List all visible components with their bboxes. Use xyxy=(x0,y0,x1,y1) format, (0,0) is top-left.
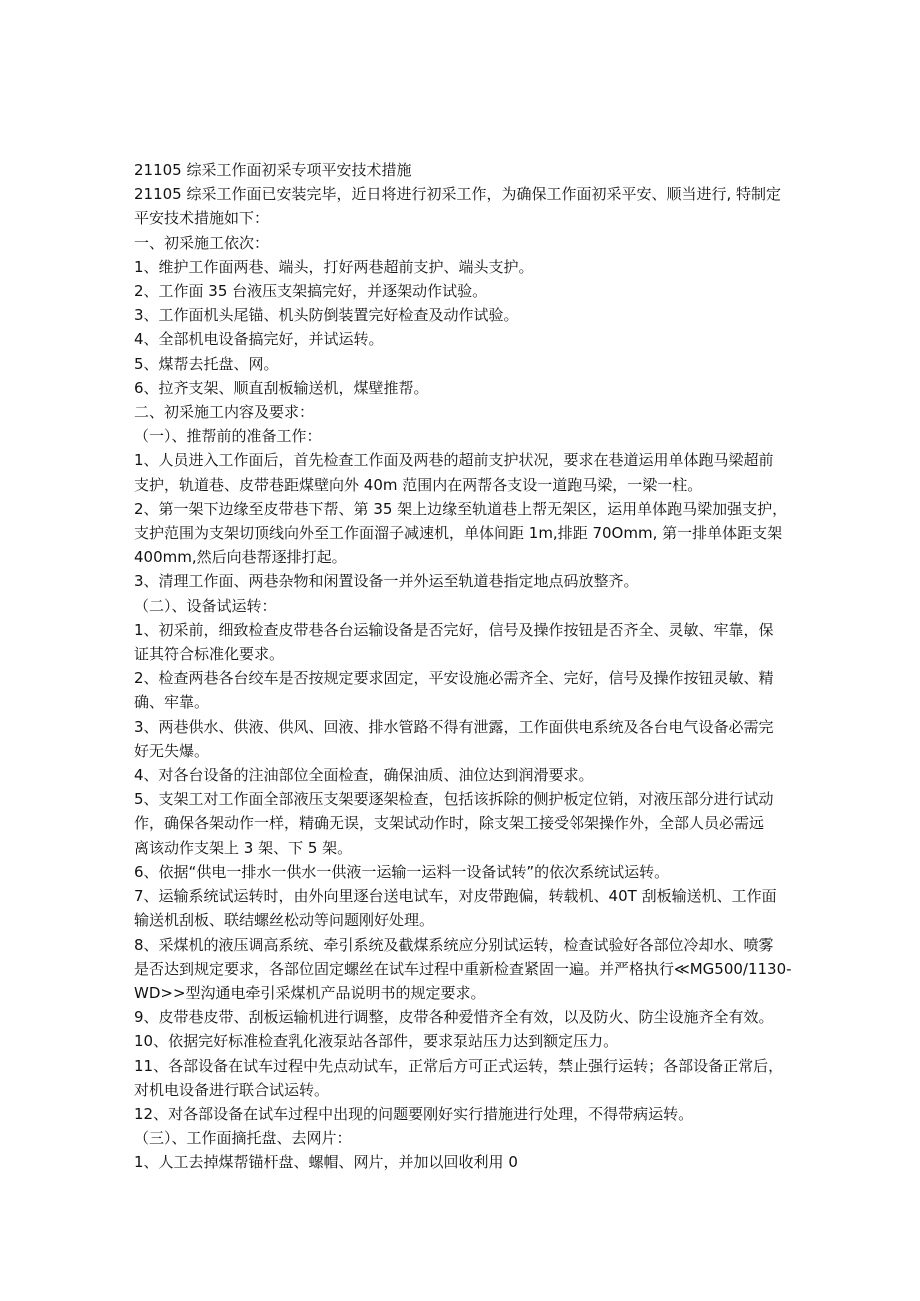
text-line: 二、初采施工内容及要求： xyxy=(134,403,315,422)
text-line: 输送机刮板、联结螺丝松动等问题刚好处理。 xyxy=(134,911,435,930)
text-line: 4、对各台设备的注油部位全面检查，确保油质、油位达到润滑要求。 xyxy=(134,766,594,785)
text-line: 好无失爆。 xyxy=(134,741,210,760)
text-line: 3、清理工作面、两巷杂物和闲置设备一并外运至轨道巷指定地点码放整齐。 xyxy=(134,572,639,591)
text-line: 3、工作面机头尾锚、机头防倒装置完好检查及动作试验。 xyxy=(134,306,519,325)
text-line: 10、依据完好标准检查乳化液泵站各部件，要求泵站压力达到额定压力。 xyxy=(134,1032,619,1051)
text-line: （二）、设备试运转： xyxy=(134,596,277,615)
text-line: 支护范围为支架切顶线向外至工作面溜子减速机，单体间距 1m,排距 70Omm, 第一排单体距支架 xyxy=(134,524,783,543)
text-line: 证其符合标准化要求。 xyxy=(134,645,285,664)
text-line: 7、运输系统试运转时，由外向里逐台送电试车，对皮带跑偏，转载机、40T 刮板输送机、工作面 xyxy=(134,887,777,906)
text-line: 3、两巷供水、供液、供风、回液、排水管路不得有泄露，工作面供电系统及各台电气设备必需完 xyxy=(134,717,774,736)
text-line: 作，确保各架动作一样，精确无误，支架试动作时，除支架工接受邻架操作外，全部人员必需远 xyxy=(134,814,765,833)
text-line: 9、皮带巷皮带、刮板运输机进行调整，皮带各种爱惜齐全有效，以及防火、防尘设施齐全有效。 xyxy=(134,1008,774,1027)
document-title: 21105 综采工作面初采专项平安技术措施 xyxy=(134,161,412,179)
text-line: 1、人员进入工作面后，首先检查工作面及两巷的超前支护状况，要求在巷道运用单体跑马梁超前 xyxy=(134,451,774,470)
text-line: 2、工作面 35 台液压支架搞完好，并逐架动作试验。 xyxy=(134,282,488,301)
text-line: 支护，轨道巷、皮带巷距煤壁向外 40m 范围内在两帮各支设一道跑马梁，一梁一柱。 xyxy=(134,475,703,494)
text-line: 2、检查两巷各台绞车是否按规定要求固定，平安设施必需齐全、完好，信号及操作按钮灵敏、精 xyxy=(134,669,774,688)
text-line: WD>>型沟通电牵引采煤机产品说明书的规定要求。 xyxy=(134,983,486,1002)
text-line: 是否达到规定要求，各部位固定螺丝在试车过程中重新检查紧固一遍。并严格执行≪MG500/1130- xyxy=(134,959,792,978)
text-line: 一、初采施工依次： xyxy=(134,233,270,252)
text-line: 400mm,然后向巷帮逐排打起。 xyxy=(134,548,347,567)
text-line: 5、煤帮去托盘、网。 xyxy=(134,354,279,373)
text-line: 离该动作支架上 3 架、下 5 架。 xyxy=(134,838,353,857)
document-body xyxy=(134,158,796,1175)
text-line: 21105 综采工作面已安装完毕，近日将进行初采工作，为确保工作面初采平安、顺当进行, 特制定 xyxy=(134,185,782,204)
text-line: 8、采煤机的液压调高系统、牵引系统及截煤系统应分别试运转，检查试验好各部位冷却水、喷雾 xyxy=(134,935,774,954)
text-line: 2、第一架下边缘至皮带巷下帮、第 35 架上边缘至轨道巷上帮无架区，运用单体跑马梁加强支护， xyxy=(134,499,788,518)
text-line: （一）、推帮前的准备工作： xyxy=(134,427,322,446)
text-line: 6、拉齐支架、顺直刮板输送机，煤壁推帮。 xyxy=(134,378,429,397)
text-line: 6、依据“供电一排水一供水一供液一运输一运料一设备试转”的依次系统试运转。 xyxy=(134,862,670,881)
text-line: 对机电设备进行联合试运转。 xyxy=(134,1080,330,1099)
text-line: 确、牢靠。 xyxy=(134,693,210,712)
text-line: 1、维护工作面两巷、端头，打好两巷超前支护、端头支护。 xyxy=(134,257,534,276)
text-line: 5、支架工对工作面全部液压支架要逐架检查，包括该拆除的侧护板定位销，对液压部分进行试动 xyxy=(134,790,774,809)
text-line: 平安技术措施如下： xyxy=(134,209,270,228)
text-line: 12、对各部设备在试车过程中出现的问题要刚好实行措施进行处理，不得带病运转。 xyxy=(134,1104,694,1123)
text-line: 1、初采前，细致检查皮带巷各台运输设备是否完好，信号及操作按钮是否齐全、灵敏、牢靠，保 xyxy=(134,620,774,639)
text-line: （三）、工作面摘托盘、去网片： xyxy=(134,1129,352,1148)
text-line: 1、人工去掉煤帮锚杆盘、螺帽、网片，并加以回收利用 0 xyxy=(134,1153,518,1172)
text-line: 4、全部机电设备搞完好，并试运转。 xyxy=(134,330,384,349)
text-line: 11、各部设备在试车过程中先点动试车，正常后方可正式运转，禁止强行运转；各部设备正常后， xyxy=(134,1056,784,1075)
